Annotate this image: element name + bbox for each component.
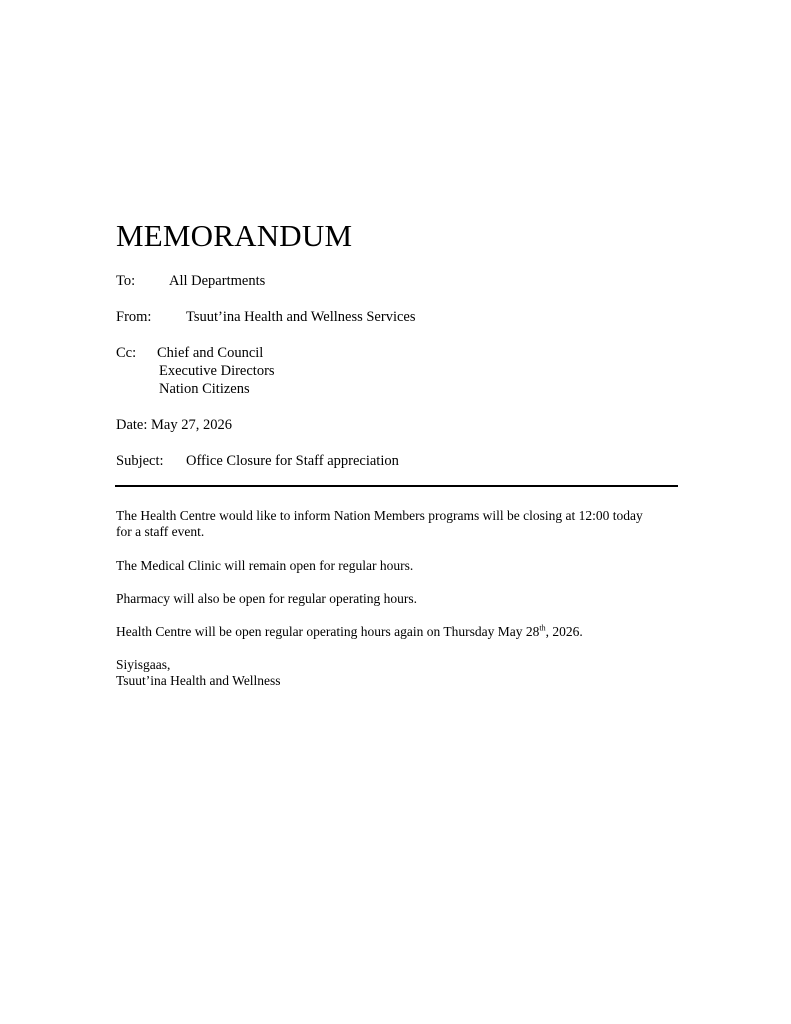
cc-value-3: Nation Citizens xyxy=(159,381,250,397)
cc-value-1: Chief and Council xyxy=(157,345,264,361)
paragraph-1-line-2: for a staff event. xyxy=(116,524,205,539)
header-divider xyxy=(115,485,678,487)
signature-line: Tsuut’ina Health and Wellness xyxy=(116,673,281,688)
from-label: From: xyxy=(116,309,152,325)
closing-salutation: Siyisgaas, xyxy=(116,657,171,672)
to-value: All Departments xyxy=(169,273,266,289)
paragraph-4-text: Health Centre will be open regular operating hours again on Thursday May 28 xyxy=(116,624,540,639)
subject-label: Subject: xyxy=(116,453,164,469)
paragraph-3: Pharmacy will also be open for regular operating hours. xyxy=(116,591,418,606)
paragraph-4-year: , 2026. xyxy=(545,624,583,639)
subject-value: Office Closure for Staff appreciation xyxy=(186,453,399,469)
from-value: Tsuut’ina Health and Wellness Services xyxy=(186,309,416,325)
to-label: To: xyxy=(116,273,136,289)
paragraph-1-line-1: The Health Centre would like to inform Nation Members programs will be closing at 12:00 today xyxy=(116,508,643,523)
memo-title: MEMORANDUM xyxy=(116,218,353,253)
date-line: Date: May 27, 2026 xyxy=(116,417,232,433)
cc-value-2: Executive Directors xyxy=(159,363,275,379)
paragraph-2: The Medical Clinic will remain open for regular hours. xyxy=(116,558,414,573)
paragraph-4 xyxy=(116,624,583,640)
ordinal-suffix: th xyxy=(539,623,546,633)
cc-label: Cc: xyxy=(116,345,137,361)
